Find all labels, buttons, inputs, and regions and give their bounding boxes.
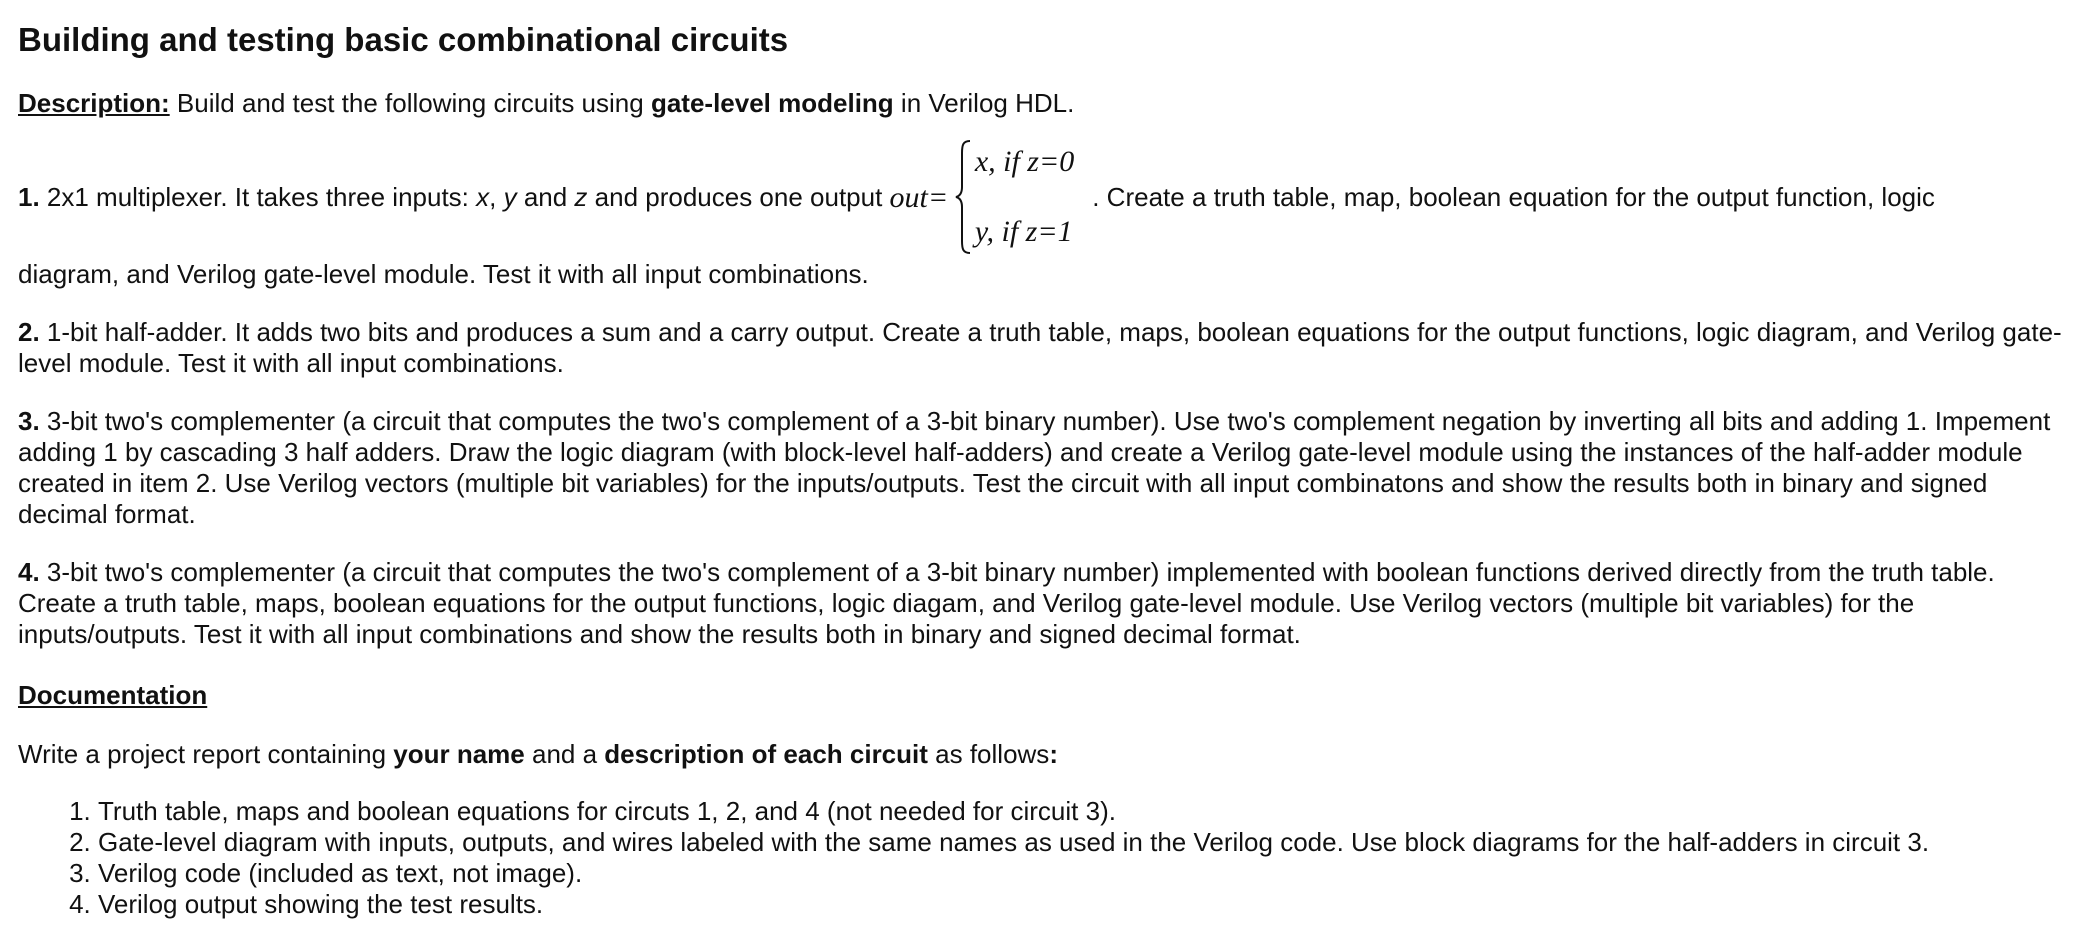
report-bold-description: description of each circuit: [604, 739, 928, 769]
documentation-heading: Documentation: [18, 680, 208, 710]
item-4-complementer: [18, 557, 2068, 650]
item-2-number: 2.: [18, 317, 40, 347]
report-requirements-list: [18, 796, 2068, 920]
description-bold: gate-level modeling: [650, 88, 894, 118]
item-1-multiplexer: [18, 139, 2068, 255]
item-1-text-tail: . Create a truth table, map, boolean equation for the output function, logic: [1092, 181, 1935, 212]
item-4-number: 4.: [18, 557, 40, 587]
report-intro: Write a project report containing your name and a description of each circuit as follows:: [18, 739, 1058, 769]
case-1: x, if z=0: [974, 145, 1075, 178]
item-3-text: 3-bit two's complementer (a circuit that computes the two's complement of a 3-bit binary number). Use two's complement negation by inverting all bits and adding 1. Impement adding 1 by cascading 3 half adders. Draw the logic diagram (with block-level half-adders) and create a Verilog gate-level module using the instances of the half-adder module created in item 2. Use Verilog vectors (multiple bit variables) for the inputs/outputs. Test the circuit with all input combinatons and show the results both in binary and signed decimal format.: [18, 406, 2051, 529]
item-2-text: 1-bit half-adder. It adds two bits and produces a sum and a carry output. Create a truth table, maps, boolean equations for the output functions, logic diagram, and Verilog gate-level module. Test it with all input combinations.: [18, 317, 2062, 378]
math-out: out: [889, 180, 928, 214]
report-bold-name: your name: [393, 739, 525, 769]
var-y: y: [503, 181, 517, 212]
list-item: 3. Verilog code (included as text, not image).: [98, 858, 2068, 889]
item-1-text-continued: diagram, and Verilog gate-level module. Test it with all input combinations.: [18, 259, 869, 289]
description-paragraph: [18, 88, 2068, 119]
list-item: 2. Gate-level diagram with inputs, outputs, and wires labeled with the same names as used in the Verilog code. Use block diagrams for the half-adders in circuit 3.: [98, 827, 2068, 858]
item-2-half-adder: [18, 317, 2068, 379]
var-x: x: [476, 181, 490, 212]
list-item: 1. Truth table, maps and boolean equations for circuts 1, 2, and 4 (not needed for circuit 3).: [98, 796, 2068, 827]
left-brace-icon: [955, 139, 973, 255]
description-text-before: Build and test the following circuits using: [169, 88, 651, 118]
description-text-after: in Verilog HDL.: [893, 88, 1075, 118]
item-4-text: 3-bit two's complementer (a circuit that computes the two's complement of a 3-bit binary number) implemented with boolean functions derived directly from the truth table. Create a truth table, maps, boolean equations for the output functions, logic diagam, and Verilog gate-level module. Use Verilog vectors (multiple bit variables) for the inputs/outputs. Test it with all input combinations and show the results both in binary and signed decimal format.: [18, 557, 1995, 649]
page-title: Building and testing basic combinational circuits: [18, 21, 789, 58]
math-equals: =: [929, 180, 947, 214]
item-1-text: 1. 2x1 multiplexer. It takes three inputs: x, y and z and produces one output: [18, 181, 890, 212]
list-item: 4. Verilog output showing the test results.: [98, 889, 2068, 920]
item-3-number: 3.: [18, 406, 40, 436]
item-3-complementer: [18, 406, 2068, 530]
case-2: y, if z=1: [974, 215, 1073, 248]
item-1-number: 1.: [18, 181, 40, 212]
description-label: Description:: [18, 88, 170, 118]
var-z: z: [574, 181, 588, 212]
piecewise-cases: [975, 145, 1074, 249]
